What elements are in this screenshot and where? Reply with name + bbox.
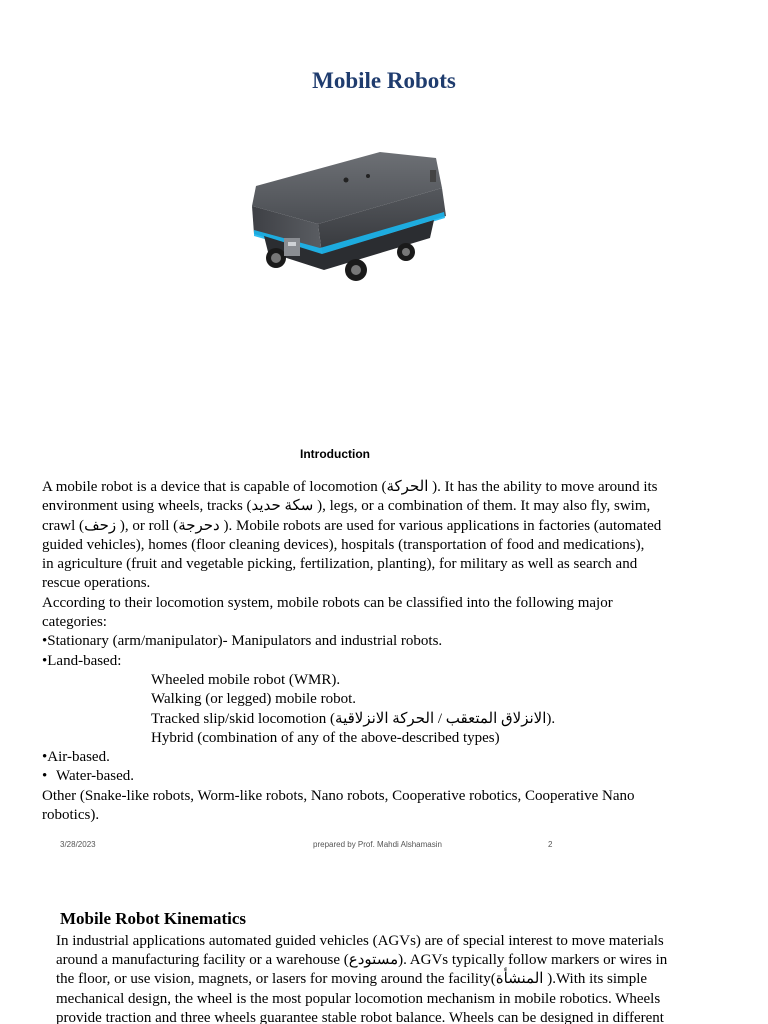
- footer-date: 3/28/2023: [60, 840, 96, 849]
- intro-line: environment using wheels, tracks (سكة حديد ), legs, or a combination of them. It may also fly, swim,: [42, 498, 651, 515]
- kinematics-line: provide traction and three wheels guarantee stable robot balance. Wheels can be designed in different: [56, 1009, 664, 1024]
- intro-line: crawl (زحف ), or roll (دحرجة ). Mobile robots are used for various applications in factories (automated: [42, 517, 662, 534]
- mobile-robot-illustration: [234, 148, 466, 288]
- water-based-label: Water-based.: [56, 768, 135, 785]
- kinematics-line: around a manufacturing facility or a warehouse (مستودع). AGVs typically follow markers or wires in: [56, 952, 668, 969]
- robot-image: [234, 148, 466, 288]
- other-line: Other (Snake-like robots, Worm-like robots, Nano robots, Cooperative robotics, Cooperative Nano: [42, 787, 635, 804]
- introduction-body: [42, 478, 702, 825]
- land-item-walking: Walking (or legged) mobile robot.: [151, 691, 356, 708]
- bullet-stationary: •Stationary (arm/manipulator)- Manipulators and industrial robots.: [42, 633, 443, 650]
- bullet-land-based: •Land-based:: [42, 652, 122, 669]
- intro-line: in agriculture (fruit and vegetable picking, fertilization, planting), for military as well as search and: [42, 556, 638, 573]
- intro-line: rescue operations.: [42, 575, 151, 592]
- land-item-tracked: Tracked slip/skid locomotion (الانزلاق المتعقب / الحركة الانزلاقية).: [151, 710, 556, 727]
- intro-line: guided vehicles), homes (floor cleaning devices), hospitals (transportation of food and medications),: [42, 536, 645, 553]
- bullet-glyph: •: [42, 768, 48, 785]
- page-title: Mobile Robots: [312, 68, 456, 93]
- kinematics-line: In industrial applications automated guided vehicles (AGVs) are of special interest to move materials: [56, 933, 664, 949]
- section-heading-introduction: Introduction: [300, 447, 370, 461]
- kinematics-line: mechanical design, the wheel is the most popular locomotion mechanism in mobile robotics. Wheels: [56, 990, 661, 1007]
- intro-line: A mobile robot is a device that is capable of locomotion (الحركة ). It has the ability to move around its: [42, 479, 658, 495]
- intro-line: According to their locomotion system, mobile robots can be classified into the following major: [42, 594, 613, 611]
- land-item-wheeled: Wheeled mobile robot (WMR).: [151, 671, 341, 688]
- bullet-air-based: •Air-based.: [42, 749, 110, 766]
- kinematics-body: [56, 932, 710, 1024]
- intro-line: categories:: [42, 614, 107, 631]
- footer-author: prepared by Prof. Mahdi Alshamasin: [313, 840, 442, 849]
- other-line: robotics).: [42, 807, 100, 824]
- section-heading-kinematics: Mobile Robot Kinematics: [60, 909, 247, 928]
- land-item-hybrid: Hybrid (combination of any of the above-described types): [151, 729, 500, 746]
- footer-page-number: 2: [548, 840, 553, 849]
- bullet-water-based: [42, 767, 702, 786]
- kinematics-line: the floor, or use vision, magnets, or lasers for moving around the facility(المنشأة ).With its simple: [56, 971, 648, 988]
